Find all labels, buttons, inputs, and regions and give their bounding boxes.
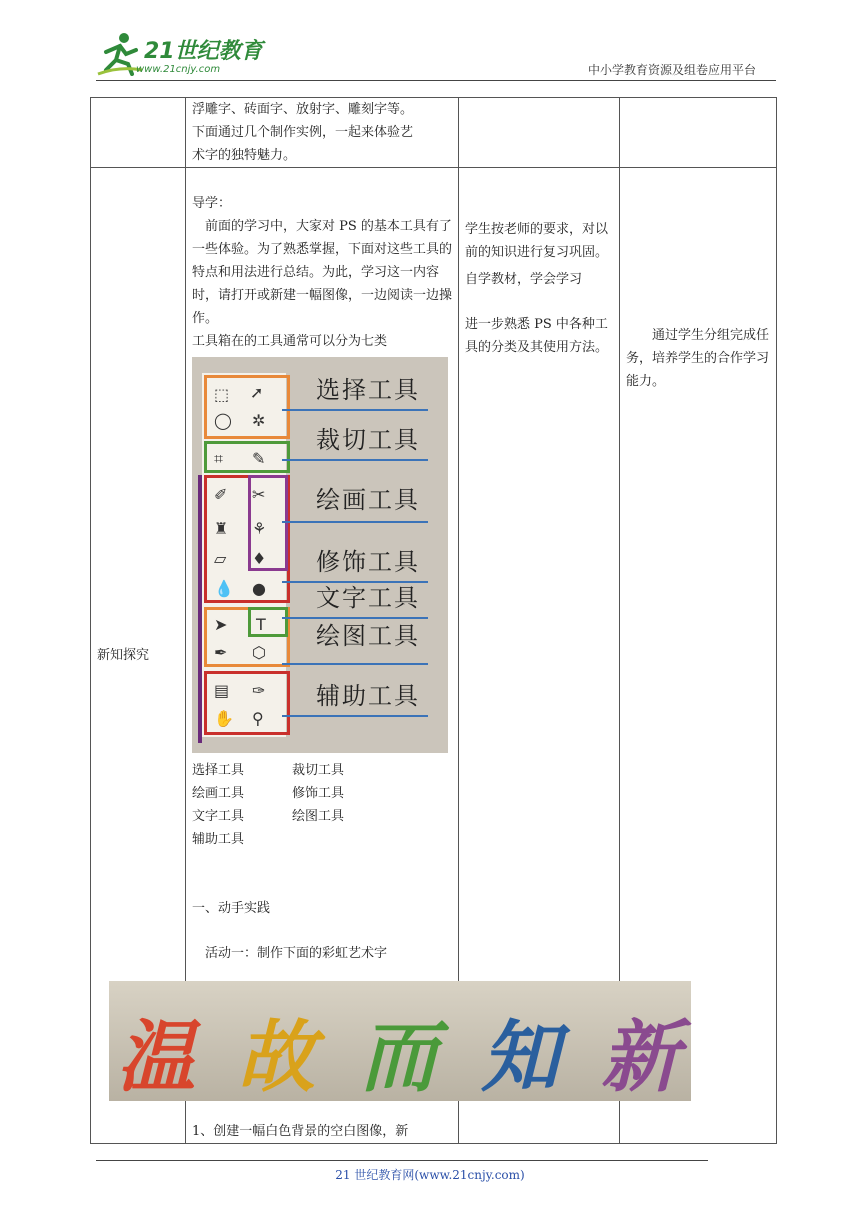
art-char: 而 [359, 1012, 438, 1103]
rainbow-art-text-image [109, 981, 691, 1101]
pointer-line [282, 715, 428, 717]
intent-cell [620, 98, 777, 168]
section-cell [91, 98, 186, 168]
student-activity: 自学教材，学会学习 [465, 272, 583, 287]
slice-icon: ✎ [252, 449, 266, 468]
pointer-line [282, 459, 428, 461]
content-line: 术字的独特魅力。 [192, 148, 297, 163]
table-row [91, 98, 777, 168]
tool-list-item: 绘图工具 [292, 809, 345, 824]
footer-text: 21 世纪教育网(www.21cnjy.com) [335, 1168, 525, 1182]
tool-list-item: 修饰工具 [292, 786, 345, 801]
practice-title: 一、动手实践 [192, 901, 271, 916]
tool-list-item: 文字工具 [192, 809, 245, 824]
zoom-icon: ⚲ [252, 709, 264, 728]
header-divider [96, 80, 776, 81]
toolbox-label: 绘画工具 [316, 486, 420, 514]
history-brush-icon: ⚘ [252, 519, 267, 538]
path-select-icon: ➤ [214, 615, 228, 634]
notes-icon: ▤ [214, 681, 230, 700]
design-intent: 通过学生分组完成任务，培养学生的合作学习能力。 [626, 328, 770, 389]
pen-icon: ✒ [214, 643, 228, 662]
hand-icon: ✋ [214, 709, 234, 728]
art-char: 新 [601, 1012, 680, 1103]
magic-wand-icon: ✲ [252, 411, 266, 430]
toolbox-label: 修饰工具 [316, 548, 420, 576]
content-cell [186, 98, 459, 168]
toolbox-label: 裁切工具 [316, 426, 420, 454]
art-char: 知 [481, 1012, 560, 1103]
content-line: 浮雕字、砖面字、放射字、雕刻字等。 [192, 102, 414, 117]
pointer-line [282, 663, 428, 665]
dodge-icon: ● [252, 579, 266, 598]
step-text: 1、创建一幅白色背景的空白图像，新 [192, 1124, 409, 1139]
type-group-box [248, 607, 288, 637]
crop-icon: ⌗ [214, 449, 224, 468]
student-activity: 学生按老师的要求，对以前的知识进行复习巩固。 [465, 222, 609, 260]
guide-text: 前面的学习中，大家对 PS 的基本工具有了一些体验。为了熟悉掌握，下面对这些工具的特点和用法进行总结。为此，学习这一内容时，请打开或新建一幅图像，一边阅读一边操作。 [192, 219, 453, 326]
logo [96, 30, 266, 80]
tool-list-item: 裁切工具 [292, 763, 345, 778]
heal-icon: ✂ [252, 485, 266, 504]
student-cell [459, 98, 620, 168]
art-char: 故 [237, 1012, 316, 1103]
eyedropper-icon: ✑ [252, 681, 266, 700]
logo-url: www.21cnjy.com [136, 64, 221, 75]
toolbox-label: 辅助工具 [316, 682, 420, 710]
footer-divider [96, 1160, 708, 1161]
stamp-icon: ♜ [214, 519, 229, 538]
section-label: 新知探究 [91, 168, 186, 1144]
pointer-line [282, 409, 428, 411]
tool-list-item: 辅助工具 [192, 832, 245, 847]
student-activity: 进一步熟悉 PS 中各种工具的分类及其使用方法。 [465, 317, 609, 355]
lasso-icon: ◯ [214, 411, 232, 430]
marquee-icon: ⬚ [214, 385, 230, 404]
pointer-line [282, 581, 428, 583]
toolbox-bracket [198, 475, 202, 743]
toolbox-label: 选择工具 [316, 376, 420, 404]
toolbox-label: 绘图工具 [316, 622, 420, 650]
pointer-line [282, 521, 428, 523]
toolbox-image [192, 357, 448, 753]
content-line: 下面通过几个制作实例，一起来体验艺 [192, 125, 414, 140]
eraser-icon: ▱ [214, 549, 227, 568]
logo-text: 21世纪教育 [144, 39, 263, 64]
tool-list-item: 绘画工具 [192, 786, 245, 801]
toolbox-label: 文字工具 [316, 584, 420, 612]
pointer-line [282, 617, 428, 619]
brush-icon: ✐ [214, 485, 228, 504]
tool-list-item: 选择工具 [192, 763, 245, 778]
tool-intro: 工具箱在的工具通常可以分为七类 [192, 334, 388, 349]
guide-title: 导学： [192, 196, 232, 211]
move-icon: ➚ [250, 383, 264, 402]
type-tool-icon: T [256, 615, 266, 634]
blur-icon: 💧 [214, 579, 234, 598]
activity-title: 活动一：制作下面的彩虹艺术字 [205, 946, 388, 961]
art-char: 温 [117, 1012, 196, 1103]
platform-title: 中小学教育资源及组卷应用平台 [587, 63, 756, 77]
shape-icon: ⬡ [252, 643, 266, 662]
bucket-icon: ♦ [252, 549, 267, 568]
page-header [0, 0, 860, 90]
tool-list [192, 759, 452, 851]
